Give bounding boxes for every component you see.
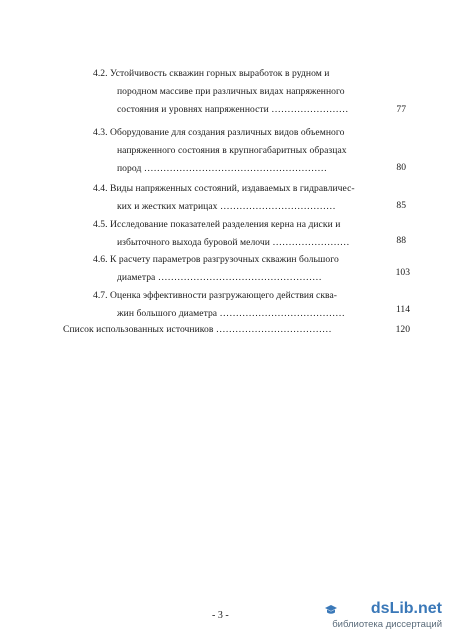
toc-entry-4-3-page: 80 [396,162,406,173]
toc-entry-4-2-page: 77 [396,104,406,115]
toc-entry-4-3-line-3: пород ………………………………………………… [117,163,328,174]
page-number: - 3 - [212,610,229,621]
toc-entry-4-7-line-1: 4.7. Оценка эффективности разгружающего действия сква- [93,290,338,301]
toc-entry-4-4-line-1: 4.4. Виды напряженных состояний, издаваемых в гидравличес- [93,183,355,194]
toc-entry-4-7-line-2: жин большого диаметра ………………………………… [117,308,345,319]
toc-entry-4-7-page: 114 [395,304,410,315]
dslib-watermark[interactable] [302,600,442,634]
toc-entry-references: Список использованных источников ……………………………… [63,324,332,335]
dslib-logo-text: dsLib.net [370,600,442,617]
toc-entry-4-5-line-2: избыточного выхода буровой мелочи …………………… [117,237,350,248]
toc-entry-4-3-line-1: 4.3. Оборудование для создания различных видов объемного [93,127,345,138]
toc-entry-4-6-line-2: диаметра …………………………………………… [117,272,322,283]
toc-entry-4-3-line-2: напряженного состояния в крупногабаритных образцах [117,145,347,156]
dslib-subtitle: библиотека диссертаций [332,619,442,630]
toc-entry-4-2-line-3: состояния и уровнях напряженности …………………… [117,104,349,115]
dslib-logo-icon [324,604,338,616]
toc-entry-4-4-line-2: ких и жестких матрицах ……………………………… [117,201,336,212]
toc-entry-4-4-page: 85 [396,200,406,211]
toc-entry-4-2-line-2: породном массиве при различных видах напряженного [117,86,345,97]
toc-entry-4-5-line-1: 4.5. Исследование показателей разделения керна на диски и [93,219,341,230]
toc-entry-4-6-page: 103 [395,267,410,278]
toc-entry-4-5-page: 88 [396,235,406,246]
toc-entry-references-page: 120 [395,324,410,335]
toc-entry-4-6-line-1: 4.6. К расчету параметров разгрузочных скважин большого [93,254,339,265]
toc-entry-4-2-line-1: 4.2. Устойчивость скважин горных выработок в рудном и [93,68,330,79]
